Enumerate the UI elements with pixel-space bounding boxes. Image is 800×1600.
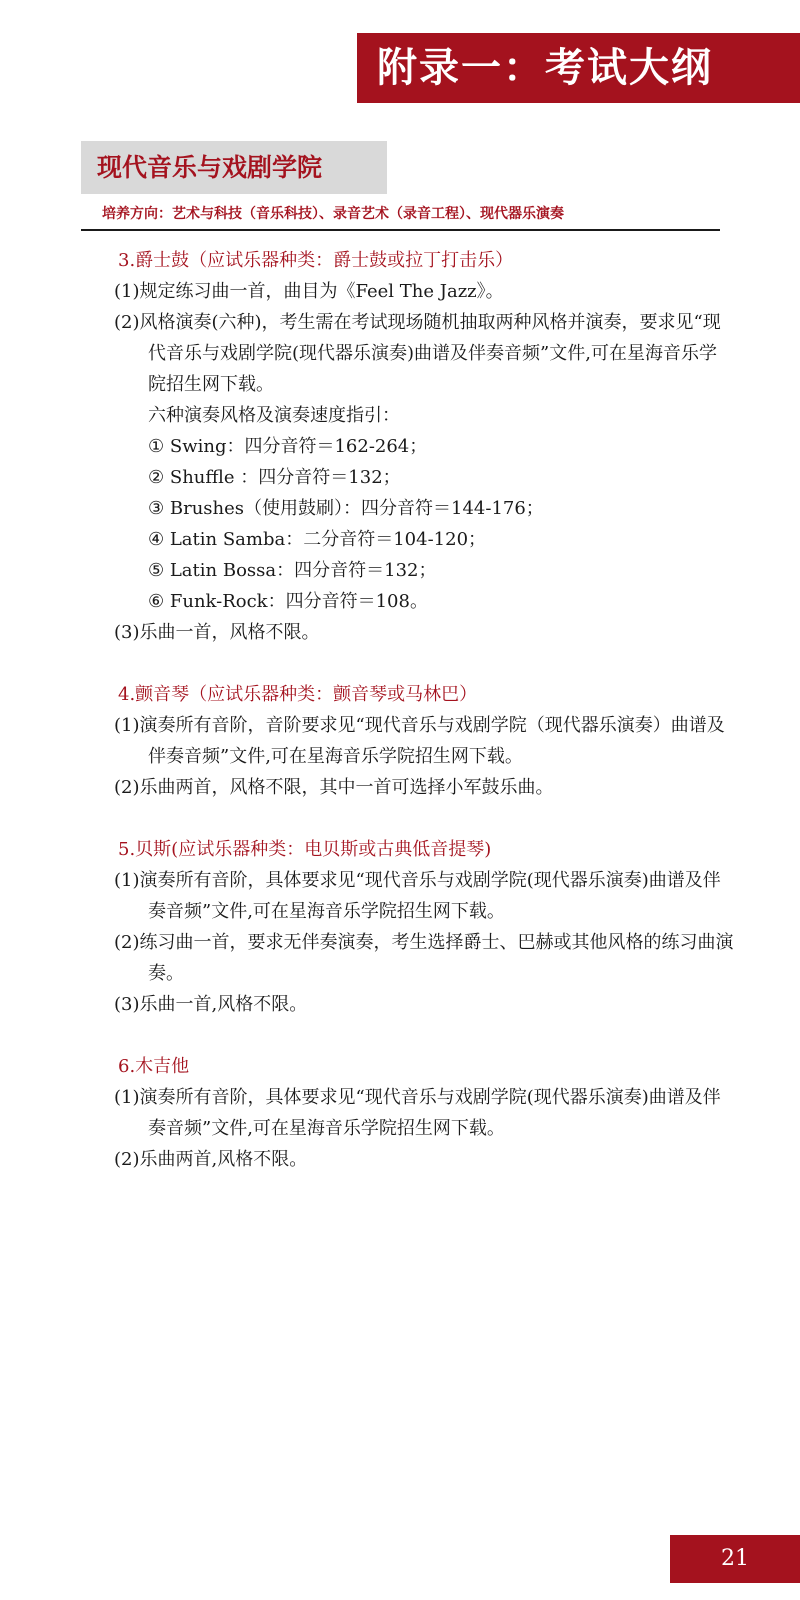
divider-line: [81, 229, 720, 231]
page-number: 21: [670, 1535, 800, 1583]
style-item: ① Swing：四分音符＝162-264；: [148, 436, 428, 457]
requirement-item: (1)演奏所有音阶，具体要求见“现代音乐与戏剧学院(现代器乐演奏)曲谱及伴奏音频”文件,可在星海音乐学院招生网下载。: [114, 870, 721, 922]
college-title: 现代音乐与戏剧学院: [81, 141, 387, 194]
requirement-item: (2)乐曲两首，风格不限，其中一首可选择小军鼓乐曲。: [114, 777, 554, 798]
requirement-item: (3)乐曲一首，风格不限。: [114, 622, 320, 643]
appendix-banner: 附录一：考试大纲: [357, 33, 800, 103]
requirement-item: (1)演奏所有音阶，具体要求见“现代音乐与戏剧学院(现代器乐演奏)曲谱及伴奏音频”文件,可在星海音乐学院招生网下载。: [114, 1087, 721, 1139]
section-title: 4.颤音琴（应试乐器种类：颤音琴或马林巴）: [118, 684, 478, 705]
requirement-item: (1)演奏所有音阶，音阶要求见“现代音乐与戏剧学院（现代器乐演奏）曲谱及伴奏音频”文件,可在星海音乐学院招生网下载。: [114, 715, 725, 767]
style-item: ② Shuffle ：四分音符＝132；: [148, 467, 401, 488]
style-item: ⑥ Funk-Rock：四分音符＝108。: [148, 591, 428, 612]
requirement-item: (3)乐曲一首,风格不限。: [114, 994, 308, 1015]
section-title: 5.贝斯(应试乐器种类：电贝斯或古典低音提琴): [118, 839, 492, 860]
section-vibraphone: [114, 679, 734, 803]
section-title: 6.木吉他: [118, 1056, 190, 1077]
style-item: ⑤ Latin Bossa：四分音符＝132；: [148, 560, 437, 581]
section-bass: [114, 834, 734, 1020]
section-acoustic-guitar: [114, 1051, 734, 1175]
style-item: ④ Latin Samba：二分音符＝104-120；: [148, 529, 487, 550]
style-item: ③ Brushes（使用鼓刷）：四分音符＝144-176；: [148, 498, 544, 519]
requirement-item: (2)练习曲一首，要求无伴奏演奏，考生选择爵士、巴赫或其他风格的练习曲演奏。: [114, 932, 734, 984]
section-title: 3.爵士鼓（应试乐器种类：爵士鼓或拉丁打击乐）: [118, 250, 514, 271]
requirement-item: (1)规定练习曲一首，曲目为《Feel The Jazz》。: [114, 281, 504, 302]
training-direction: 培养方向：艺术与科技（音乐科技）、录音艺术（录音工程）、现代器乐演奏: [102, 206, 564, 222]
requirement-item: (2)乐曲两首,风格不限。: [114, 1149, 308, 1170]
requirement-item: (2)风格演奏(六种)，考生需在考试现场随机抽取两种风格并演奏，要求见“现代音乐与戏剧学院(现代器乐演奏)曲谱及伴奏音频”文件,可在星海音乐学院招生网下载。: [114, 312, 721, 395]
section-jazz-drums: [114, 245, 734, 648]
styles-intro: 六种演奏风格及演奏速度指引：: [148, 405, 400, 426]
syllabus-content: [114, 245, 734, 1206]
